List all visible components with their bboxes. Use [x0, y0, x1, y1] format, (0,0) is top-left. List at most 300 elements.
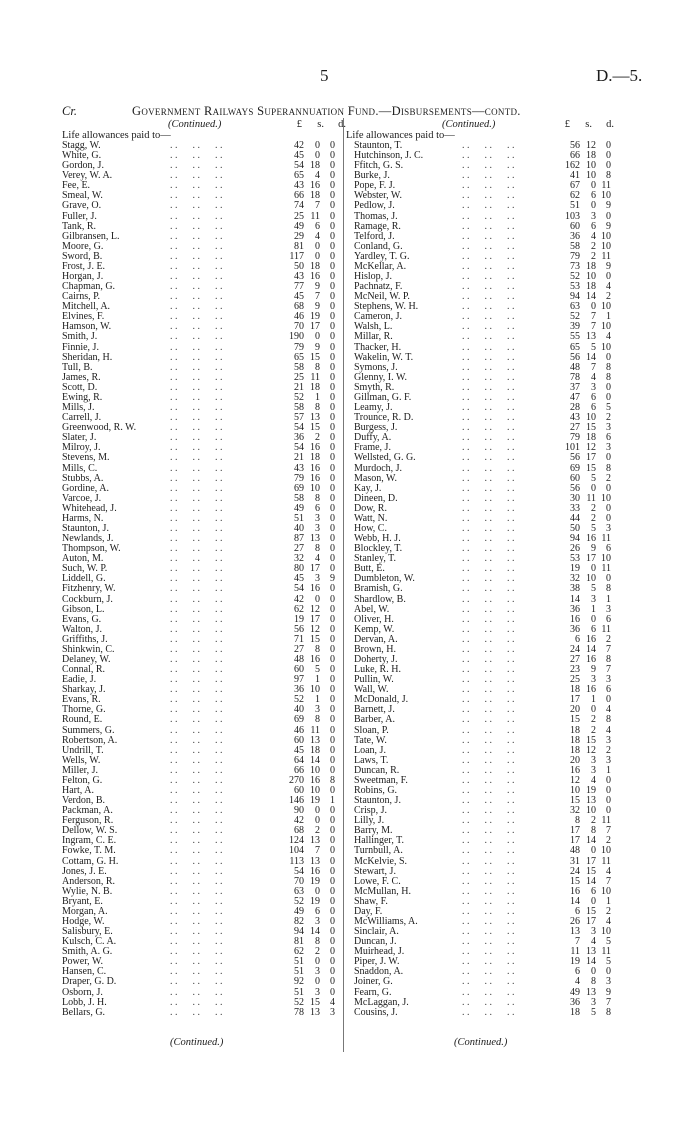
pounds-value: 40: [294, 522, 304, 534]
pence-value: 0: [330, 714, 335, 726]
shillings-value: 3: [591, 754, 596, 766]
leader-dots: . . . . . .: [170, 603, 223, 615]
amount: [556, 967, 611, 977]
leader-dots: . . . . . .: [462, 704, 515, 716]
leader-dots: . . . . . .: [462, 140, 515, 151]
amount: [556, 947, 611, 957]
pence-value: 0: [606, 210, 611, 222]
recipient-name: Burke, J.: [354, 170, 390, 182]
leader-dots: . . . . . .: [462, 190, 515, 202]
recipient-name: Hodge, W.: [62, 916, 105, 928]
leader-dots: . . . . . .: [170, 704, 223, 716]
leader-dots: . . . . . .: [170, 563, 223, 575]
pence-value: 0: [330, 412, 335, 424]
shillings-value: 5: [591, 1006, 596, 1018]
recipient-name: Miller, J.: [62, 764, 98, 776]
pounds-value: 124: [289, 835, 304, 847]
pence-value: 11: [601, 815, 611, 827]
shillings-value: 9: [591, 543, 596, 555]
recipient-name: Telford, J.: [354, 230, 395, 242]
leader-dots: . . . . . .: [462, 150, 515, 162]
shillings-value: 6: [315, 220, 320, 232]
pence-value: 0: [606, 150, 611, 162]
leader-dots: . . . . . .: [462, 875, 515, 887]
leader-dots: . . . . . .: [462, 573, 515, 585]
pence-value: 8: [606, 583, 611, 595]
recipient-name: McMullan, H.: [354, 885, 411, 897]
leader-dots: . . . . . .: [462, 361, 515, 373]
pounds-value: 60: [294, 785, 304, 796]
amount: [556, 957, 611, 967]
amount: [280, 312, 335, 322]
pence-value: 0: [330, 321, 335, 333]
amount: [280, 222, 335, 232]
pence-value: 0: [330, 351, 335, 363]
recipient-name: Shinkwin, C.: [62, 643, 115, 655]
pence-value: 7: [606, 825, 611, 837]
amount: [556, 776, 611, 786]
pence-value: 0: [330, 230, 335, 242]
leader-dots: . . . . . .: [170, 714, 223, 726]
pounds-value: 28: [570, 402, 580, 414]
leader-dots: . . . . . .: [170, 432, 223, 444]
pence-value: 0: [330, 502, 335, 514]
pounds-value: 79: [294, 341, 304, 353]
leader-dots: . . . . . .: [170, 301, 223, 313]
shillings-value: 17: [586, 916, 596, 928]
pounds-value: 25: [294, 371, 304, 383]
recipient-name: Osborn, J.: [62, 986, 103, 998]
pounds-value: 24: [570, 865, 580, 877]
amount: [280, 474, 335, 484]
leader-dots: . . . . . .: [170, 533, 223, 545]
shillings-value: 9: [315, 341, 320, 353]
pounds-value: 69: [570, 462, 580, 474]
leader-dots: . . . . . .: [170, 623, 223, 635]
pounds-value: 16: [570, 885, 580, 897]
pence-value: 0: [330, 895, 335, 907]
pence-value: 1: [606, 764, 611, 776]
pence-value: 0: [606, 785, 611, 796]
pence-value: 3: [330, 1006, 335, 1018]
leader-dots: . . . . . .: [170, 764, 223, 776]
leader-dots: . . . . . .: [462, 825, 515, 837]
leader-dots: . . . . . .: [170, 482, 223, 494]
leader-dots: . . . . . .: [462, 381, 515, 393]
shillings-value: 6: [591, 391, 596, 403]
shillings-value: 3: [591, 926, 596, 938]
leader-dots: . . . . . .: [462, 472, 515, 484]
shillings-value: 8: [315, 643, 320, 655]
amount: [280, 181, 335, 191]
pence-value: 1: [606, 895, 611, 907]
amount: [556, 977, 611, 987]
amount: [280, 262, 335, 272]
pence-value: 1: [330, 795, 335, 807]
recipient-name: Tull, B.: [62, 361, 93, 373]
recipient-name: Wall, W.: [354, 684, 389, 696]
recipient-name: Jones, J. E.: [62, 865, 107, 877]
pence-value: 4: [606, 865, 611, 877]
shillings-value: 3: [315, 704, 320, 716]
leader-dots: . . . . . .: [462, 956, 515, 968]
shillings-value: 2: [591, 714, 596, 726]
leader-dots: . . . . . .: [462, 986, 515, 998]
shillings-value: 14: [586, 956, 596, 968]
pence-value: 4: [606, 281, 611, 293]
leader-dots: . . . . . .: [462, 966, 515, 978]
shillings-value: 4: [591, 230, 596, 242]
shillings-value: 0: [591, 301, 596, 313]
pounds-value: 58: [570, 240, 580, 252]
recipient-name: Ramage, R.: [354, 220, 401, 232]
pence-value: 0: [330, 543, 335, 555]
recipient-name: Mitchell, A.: [62, 301, 111, 313]
leader-dots: . . . . . .: [170, 543, 223, 555]
shillings-value: 16: [586, 653, 596, 665]
leader-dots: . . . . . .: [462, 341, 515, 353]
leader-dots: . . . . . .: [462, 432, 515, 444]
leader-dots: . . . . . .: [462, 653, 515, 665]
recipient-name: McDonald, J.: [354, 694, 409, 706]
leader-dots: . . . . . .: [462, 1006, 515, 1018]
shillings-value: 0: [315, 815, 320, 827]
recipient-name: McKelvie, S.: [354, 855, 408, 867]
amount: [556, 685, 611, 695]
leader-dots: . . . . . .: [462, 462, 515, 474]
leader-dots: . . . . . .: [462, 170, 515, 182]
leader-dots: . . . . . .: [462, 674, 515, 686]
shillings-value: 6: [591, 190, 596, 202]
shillings-value: 6: [591, 402, 596, 414]
recipient-name: Horgan, J.: [62, 271, 104, 283]
amount: [556, 726, 611, 736]
leader-dots: . . . . . .: [462, 321, 515, 333]
leader-dots: . . . . . .: [170, 855, 223, 867]
recipient-name: Harms, N.: [62, 512, 104, 524]
shillings-value: 2: [315, 825, 320, 837]
amount: [280, 675, 335, 685]
shillings-value: 8: [591, 976, 596, 988]
shillings-value: 13: [586, 986, 596, 998]
amount: [280, 171, 335, 181]
amount: [280, 514, 335, 524]
shillings-value: 10: [586, 160, 596, 172]
leader-dots: . . . . . .: [170, 190, 223, 202]
recipient-name: Slater, J.: [62, 432, 97, 444]
pence-value: 0: [330, 805, 335, 817]
leader-dots: . . . . . .: [462, 946, 515, 958]
pounds-value: 45: [294, 744, 304, 756]
pence-value: 0: [330, 563, 335, 575]
pounds-value: 79: [570, 250, 580, 262]
leader-dots: . . . . . .: [462, 865, 515, 877]
allowance-list: [346, 141, 630, 1018]
leader-dots: . . . . . .: [170, 744, 223, 756]
shillings-value: 16: [310, 442, 320, 454]
pence-value: 0: [330, 674, 335, 686]
leader-dots: . . . . . .: [462, 240, 515, 252]
pounds-value: 19: [570, 563, 580, 575]
pence-value: 2: [606, 744, 611, 756]
amount: [556, 393, 611, 403]
shillings-value: 18: [310, 744, 320, 756]
leader-dots: . . . . . .: [462, 512, 515, 524]
leader-dots: . . . . . .: [462, 623, 515, 635]
pounds-value: 63: [294, 885, 304, 897]
leader-dots: . . . . . .: [170, 220, 223, 232]
pounds-value: 80: [294, 563, 304, 575]
recipient-name: McWilliams, A.: [354, 916, 418, 928]
recipient-name: Staunton, J.: [354, 795, 401, 807]
recipient-name: Thacker, H.: [354, 341, 402, 353]
leader-dots: . . . . . .: [462, 694, 515, 706]
leader-dots: . . . . . .: [170, 452, 223, 464]
recipient-name: Cairns, P.: [62, 291, 101, 303]
shillings-value: 16: [310, 472, 320, 484]
pounds-value: 81: [294, 936, 304, 948]
recipient-name: James, R.: [62, 371, 101, 383]
shillings-value: 10: [310, 764, 320, 776]
pence-value: 0: [330, 684, 335, 696]
shillings-value: 12: [310, 603, 320, 615]
recipient-name: Murdoch, J.: [354, 462, 403, 474]
shillings-value: 0: [591, 613, 596, 625]
leader-dots: . . . . . .: [170, 815, 223, 827]
leader-dots: . . . . . .: [462, 885, 515, 897]
pence-value: 0: [330, 482, 335, 494]
pounds-value: 66: [294, 764, 304, 776]
recipient-name: Robertson, A.: [62, 734, 118, 746]
recipient-name: Conland, G.: [354, 240, 403, 252]
recipient-name: Yardley, T. G.: [354, 250, 410, 262]
amount: [556, 595, 611, 605]
recipient-name: Stephens, W. H.: [354, 301, 419, 313]
pence-value: 0: [330, 331, 335, 343]
recipient-name: Tank, R.: [62, 220, 97, 232]
shillings-value: 16: [310, 583, 320, 595]
pounds-value: 15: [570, 795, 580, 807]
pounds-value: 17: [570, 694, 580, 706]
pounds-value: 56: [570, 452, 580, 464]
amount: [280, 615, 335, 625]
leader-dots: . . . . . .: [170, 240, 223, 252]
pounds-value: 23: [570, 664, 580, 676]
amount: [556, 927, 611, 937]
pence-value: 0: [330, 291, 335, 303]
shillings-value: 0: [591, 845, 596, 857]
shillings-value: 11: [310, 371, 320, 383]
amount: [280, 1008, 335, 1018]
leader-dots: . . . . . .: [170, 170, 223, 182]
pounds-value: 82: [294, 916, 304, 928]
shillings-value: 13: [310, 855, 320, 867]
pence-value: 0: [330, 492, 335, 504]
leader-dots: . . . . . .: [462, 402, 515, 414]
amount: [280, 423, 335, 433]
amount: [556, 282, 611, 292]
pounds-value: 31: [570, 855, 580, 867]
shillings-value: 16: [586, 633, 596, 645]
pounds-value: 62: [570, 190, 580, 202]
leader-dots: . . . . . .: [170, 865, 223, 877]
recipient-name: Cameron, J.: [354, 311, 403, 323]
recipient-name: Liddell, G.: [62, 573, 106, 585]
pounds-value: 36: [570, 623, 580, 635]
pence-value: 0: [330, 905, 335, 917]
amount: [280, 363, 335, 373]
pounds-value: 69: [294, 482, 304, 494]
recipient-name: Hamson, W.: [62, 321, 112, 333]
pounds-value: 146: [289, 795, 304, 807]
pence-value: 0: [330, 633, 335, 645]
pence-value: 0: [330, 613, 335, 625]
shillings-value: 15: [586, 734, 596, 746]
amount: [280, 212, 335, 222]
leader-dots: . . . . . .: [170, 291, 223, 303]
recipient-name: Eadie, J.: [62, 674, 97, 686]
leader-dots: . . . . . .: [462, 371, 515, 383]
shillings-value: 15: [310, 633, 320, 645]
pounds-value: 42: [294, 140, 304, 151]
shillings-value: 15: [310, 351, 320, 363]
pence-value: 9: [330, 573, 335, 585]
pence-value: 5: [606, 936, 611, 948]
pence-value: 0: [330, 170, 335, 182]
recipient-name: White, G.: [62, 150, 102, 162]
shillings-value: 14: [310, 754, 320, 766]
recipient-name: Connal, R.: [62, 664, 106, 676]
pence-value: 7: [606, 996, 611, 1008]
continued-footer: (Continued.): [170, 1037, 224, 1048]
pounds-value: 14: [570, 895, 580, 907]
leader-dots: . . . . . .: [462, 482, 515, 494]
pence-value: 10: [601, 190, 611, 202]
shillings-value: 7: [315, 845, 320, 857]
recipient-name: Undrill, T.: [62, 744, 104, 756]
pence-value: 4: [606, 724, 611, 736]
shillings-value: 2: [591, 724, 596, 736]
pounds-value: 87: [294, 533, 304, 545]
pence-value: 0: [330, 744, 335, 756]
leader-dots: . . . . . .: [462, 260, 515, 272]
pence-value: 10: [601, 845, 611, 857]
pence-value: 0: [606, 966, 611, 978]
amount: [556, 514, 611, 524]
shillings-value: 14: [586, 291, 596, 303]
leader-dots: . . . . . .: [462, 452, 515, 464]
left-column: [62, 119, 346, 1119]
pounds-value: 79: [570, 432, 580, 444]
right-column: [346, 119, 630, 1119]
recipient-name: Varcoe, J.: [62, 492, 102, 504]
recipient-name: Round, E.: [62, 714, 103, 726]
pence-value: 10: [601, 341, 611, 353]
recipient-name: Carrell, J.: [62, 412, 102, 424]
recipient-name: Wakelin, W. T.: [354, 351, 414, 363]
shillings-value: 3: [591, 593, 596, 605]
pounds-value: 104: [289, 845, 304, 857]
leader-dots: . . . . . .: [462, 895, 515, 907]
amount: [556, 584, 611, 594]
shillings-value: 15: [310, 422, 320, 434]
amount: [280, 998, 335, 1008]
pounds-value: 21: [294, 452, 304, 464]
shillings-value: 3: [591, 674, 596, 686]
recipient-name: Abel, W.: [354, 603, 390, 615]
shillings-value: 17: [586, 855, 596, 867]
shillings-value: 4: [591, 936, 596, 948]
leader-dots: . . . . . .: [170, 825, 223, 837]
pounds-value: 38: [570, 583, 580, 595]
pence-value: 0: [330, 402, 335, 414]
pounds-value: 27: [294, 543, 304, 555]
pounds-value: 73: [570, 260, 580, 272]
shillings-value: 17: [310, 613, 320, 625]
amount: [280, 353, 335, 363]
shillings-value: 1: [591, 603, 596, 615]
recipient-name: Mason, W.: [354, 472, 398, 484]
pounds-value: 65: [570, 341, 580, 353]
leader-dots: . . . . . .: [462, 291, 515, 303]
pence-value: 0: [330, 865, 335, 877]
leader-dots: . . . . . .: [462, 754, 515, 766]
leader-dots: . . . . . .: [170, 593, 223, 605]
amount: [556, 262, 611, 272]
pence-value: 10: [601, 321, 611, 333]
shillings-heading: s.: [317, 119, 324, 130]
leader-dots: . . . . . .: [170, 875, 223, 887]
shillings-value: 0: [591, 180, 596, 192]
amount: [280, 393, 335, 403]
amount: [280, 605, 335, 615]
pence-value: 8: [606, 170, 611, 182]
shillings-value: 1: [315, 391, 320, 403]
recipient-name: Symons, J.: [354, 361, 398, 373]
pence-value: 11: [601, 946, 611, 958]
shillings-value: 3: [315, 986, 320, 998]
pounds-value: 74: [294, 200, 304, 212]
recipient-name: Fearn, G.: [354, 986, 392, 998]
pounds-value: 18: [570, 734, 580, 746]
shillings-value: 3: [591, 764, 596, 776]
shillings-value: 13: [586, 946, 596, 958]
amount: [280, 554, 335, 564]
recipient-name: Muirhead, J.: [354, 946, 405, 958]
pence-value: 5: [606, 956, 611, 968]
amount: [556, 574, 611, 584]
leader-dots: . . . . . .: [170, 140, 223, 151]
recipient-name: Luke, R. H.: [354, 664, 401, 676]
shillings-value: 18: [586, 150, 596, 162]
shillings-value: 14: [586, 643, 596, 655]
shillings-value: 19: [310, 795, 320, 807]
continued-footer: (Continued.): [454, 1037, 508, 1048]
page-reference: D.—5.: [596, 66, 643, 85]
recipient-name: Webb, H. J.: [354, 533, 401, 545]
shillings-value: 19: [586, 785, 596, 796]
recipient-name: Gibson, L.: [62, 603, 105, 615]
amount: [556, 635, 611, 645]
recipient-name: Snaddon, A.: [354, 966, 404, 978]
pounds-value: 52: [294, 996, 304, 1008]
pounds-value: 117: [289, 250, 304, 262]
allowance-list: [62, 141, 346, 1018]
recipient-name: Smith, A. G.: [62, 946, 113, 958]
shillings-value: 12: [586, 442, 596, 454]
pence-value: 0: [330, 180, 335, 192]
pence-value: 7: [606, 875, 611, 887]
